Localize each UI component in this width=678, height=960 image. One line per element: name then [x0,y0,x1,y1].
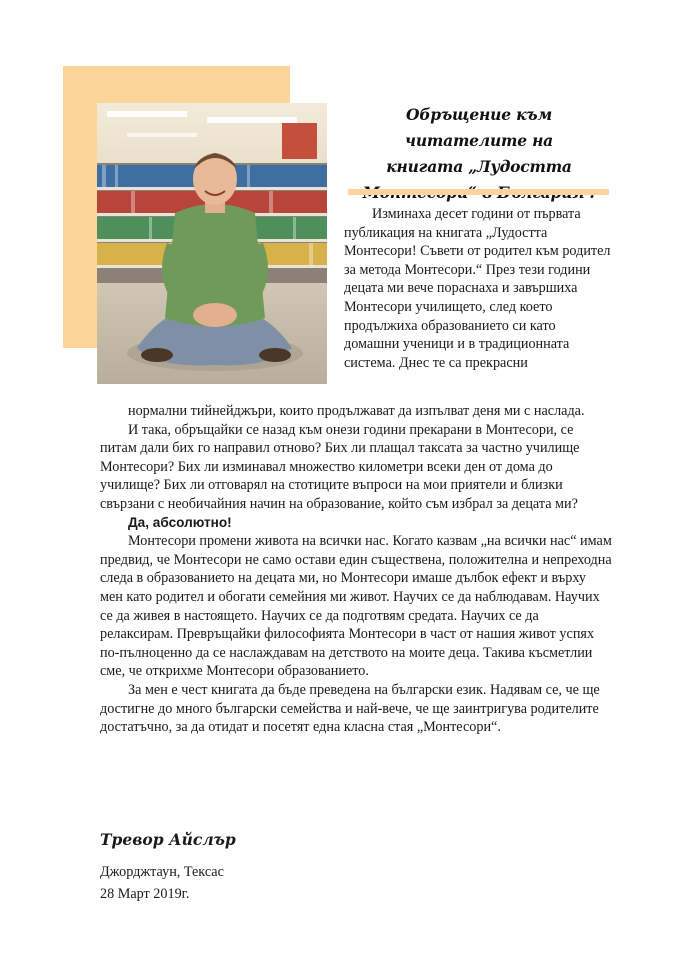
signature-name: Тревор Айслър [100,830,236,849]
author-photo-icon [97,103,327,384]
paragraph: Изминаха десет години от първата публикация на книгата „Лудостта Монтесори! Съвети от родител към родител за метода Монтесори.“ През тези години децата ми вече пораснаха и завършиха Монтесори училището, след което продължиха образованието си като домашни ученици и в традиционната система. Днес те са прекрасни [344,206,611,371]
title-line: Обръщение към читателите на [404,105,554,150]
paragraph: За мен е чест книгата да бъде преведена на български език. Надявам се, че ще достигне до много български семейства и най-вече, че ще заинтригува родителите достатъчно, за да отидат и посетят една класна стая „Монтесори“. [100,681,600,736]
intro-text [344,205,612,372]
emphasis-paragraph: Да, абсолютно! [128,514,232,530]
paragraph: Монтесори промени живота на всички нас. Когато казвам „на всички нас“ имам предвид, че Монтесори не само остави един съществена, положителна и непреходна следа в образованието на децата ми, но Монтесори имаше дълбок ефект и върху мен като родител и обогати семейния ми живот. Научих се да наблюдавам. Научих се да живея в настоящето. Научих се да подготвям средата. Научих се да релаксирам. Превръщайки философията Монтесори в част от нашия живот успях по-пълноценно да се наслаждавам на детството на моите деца. Такива късметлии сме, че открихме Монтесори образованието. [100,533,612,680]
signature-date: 28 Март 2019г. [100,886,190,902]
paragraph: нормални тийнейджъри, които продължават да изпълват деня ми с наслада. [128,403,585,419]
signature-location: Джорджтаун, Тексас [100,864,224,880]
letter-body [100,402,612,737]
title-underline [348,189,609,195]
paragraph: И така, обръщайки се назад към онези години прекарани в Монтесори, се питам дали бих го направил отново? Бих ли плащал таксата за частно училище Монтесори? Бих ли изминавал множество километри всеки ден от дома до училище? Бих ли отговарял на стотиците въпроси на мои приятели и близки свързани с необичайния начин на образование, който съм избрал за децата ми? [100,421,580,512]
accent-block-left-side [63,66,97,348]
title-line: книгата „Лудостта [386,157,572,176]
author-photo [97,103,327,384]
